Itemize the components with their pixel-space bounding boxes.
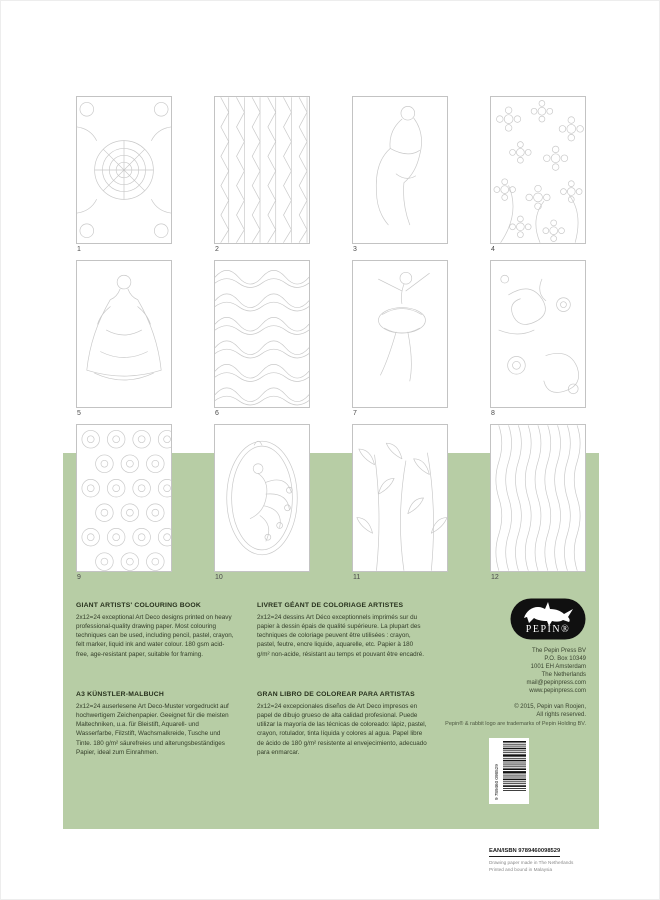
plate-number: 3 — [353, 246, 357, 253]
plates-grid — [76, 96, 586, 588]
plate-thumbnail-10 — [214, 424, 310, 588]
plate-art — [214, 96, 310, 244]
plate-thumbnail-4 — [490, 96, 586, 260]
plate-thumbnail-2 — [214, 96, 310, 260]
description-german: 2x12=24 auserlesene Art Deco-Muster vorgedruckt auf hochwertigem Zeichenpapier. Geeignet für die meisten Maltechniken, u.a. für Bleistift, Aquarell- und Wasserfarbe, Filzstift, Wachsmalkreide, Tusche und Tinte. 180 g/m² säurefreies und alterungsbeständiges Papier, ideal zum Einrahmen. — [76, 703, 229, 756]
plate-thumbnail-12 — [490, 424, 586, 588]
plate-art — [214, 424, 310, 572]
ean-isbn-text: EAN/ISBN 9789460098529 — [489, 848, 560, 857]
made-line-1: Drawing paper made in The Netherlands — [489, 860, 574, 865]
barcode-number: 9 789460 098529 — [494, 764, 499, 800]
plate-art — [214, 260, 310, 408]
plate-art — [76, 424, 172, 572]
heading-german: A3 KÜNSTLER-MALBUCH — [76, 691, 165, 698]
copyright-text — [436, 703, 586, 719]
copyright-line-1: © 2015, Pepin van Roojen, — [514, 704, 586, 710]
plate-number: 8 — [491, 410, 495, 417]
pepin-logo — [510, 598, 586, 645]
description-spanish: 2x12=24 excepcionales diseños de Art Deco impresos en papel de dibujo grueso de alta calidad profesional. Puede utilizar la mayoría de las técnicas de coloreado: lápiz, pastel, crayon, rotulador, tinta líquida y colores al agua. Papel libre de ácido de 180 g/m² resistente al envejecimiento, adecuado para enmarcar. — [257, 703, 427, 756]
book-back-cover — [1, 1, 659, 899]
plate-thumbnail-1 — [76, 96, 172, 260]
plate-number: 12 — [491, 574, 499, 581]
plate-thumbnail-9 — [76, 424, 172, 588]
plate-number: 10 — [215, 574, 223, 581]
plate-art — [76, 96, 172, 244]
heading-spanish: GRAN LIBRO DE COLOREAR PARA ARTISTAS — [257, 691, 415, 698]
plate-number: 9 — [77, 574, 81, 581]
plate-number: 1 — [77, 246, 81, 253]
plate-number: 5 — [77, 410, 81, 417]
plate-art — [490, 260, 586, 408]
isbn-block — [489, 839, 601, 874]
logo-wordmark: PEPIN® — [525, 624, 571, 635]
plate-number: 6 — [215, 410, 219, 417]
description-french: 2x12=24 dessins Art Déco exceptionnels imprimés sur du papier à dessin épais de qualité supérieure. La plupart des techniques de coloriage peuvent être utilisées : crayon, pastel, feutre, encre liquide, aquarelle, etc. Papier à 180 g/m² non-acide, résistant au temps et pouvant être encadré. — [257, 614, 424, 658]
plate-thumbnail-11 — [352, 424, 448, 588]
plate-art — [76, 260, 172, 408]
plate-number: 4 — [491, 246, 495, 253]
barcode — [489, 738, 529, 804]
description-english: 2x12=24 exceptional Art Deco designs printed on heavy professional-quality drawing paper. Most colouring techniques can be used, including pencil, pastel, crayon, felt marker, liquid ink and water colour. 180 gsm acid-free, age-resistant paper, suitable for framing. — [76, 614, 234, 658]
trademark-text: Pepin® & rabbit logo are trademarks of Pepin Holding BV. — [445, 721, 586, 727]
plate-number: 2 — [215, 246, 219, 253]
plate-art — [352, 260, 448, 408]
plate-thumbnail-5 — [76, 260, 172, 424]
heading-english: GIANT ARTISTS' COLOURING BOOK — [76, 602, 201, 609]
plate-thumbnail-3 — [352, 96, 448, 260]
production-notes — [489, 857, 601, 874]
plate-art — [490, 96, 586, 244]
plate-number: 11 — [353, 574, 361, 581]
heading-french: LIVRET GÉANT DE COLORIAGE ARTISTES — [257, 602, 404, 609]
plate-thumbnail-7 — [352, 260, 448, 424]
plate-number: 7 — [353, 410, 357, 417]
plate-art — [352, 424, 448, 572]
plate-art — [352, 96, 448, 244]
plate-art — [490, 424, 586, 572]
plate-thumbnail-6 — [214, 260, 310, 424]
publisher-address: The Pepin Press BV P.O. Box 10349 1001 EH Amsterdam The Netherlands mail@pepinpress.com www.pepinpress.com — [526, 648, 586, 694]
plate-thumbnail-8 — [490, 260, 586, 424]
made-line-2: Printed and bound in Malaysia — [489, 867, 553, 873]
copyright-line-2: All rights reserved. — [536, 712, 586, 719]
